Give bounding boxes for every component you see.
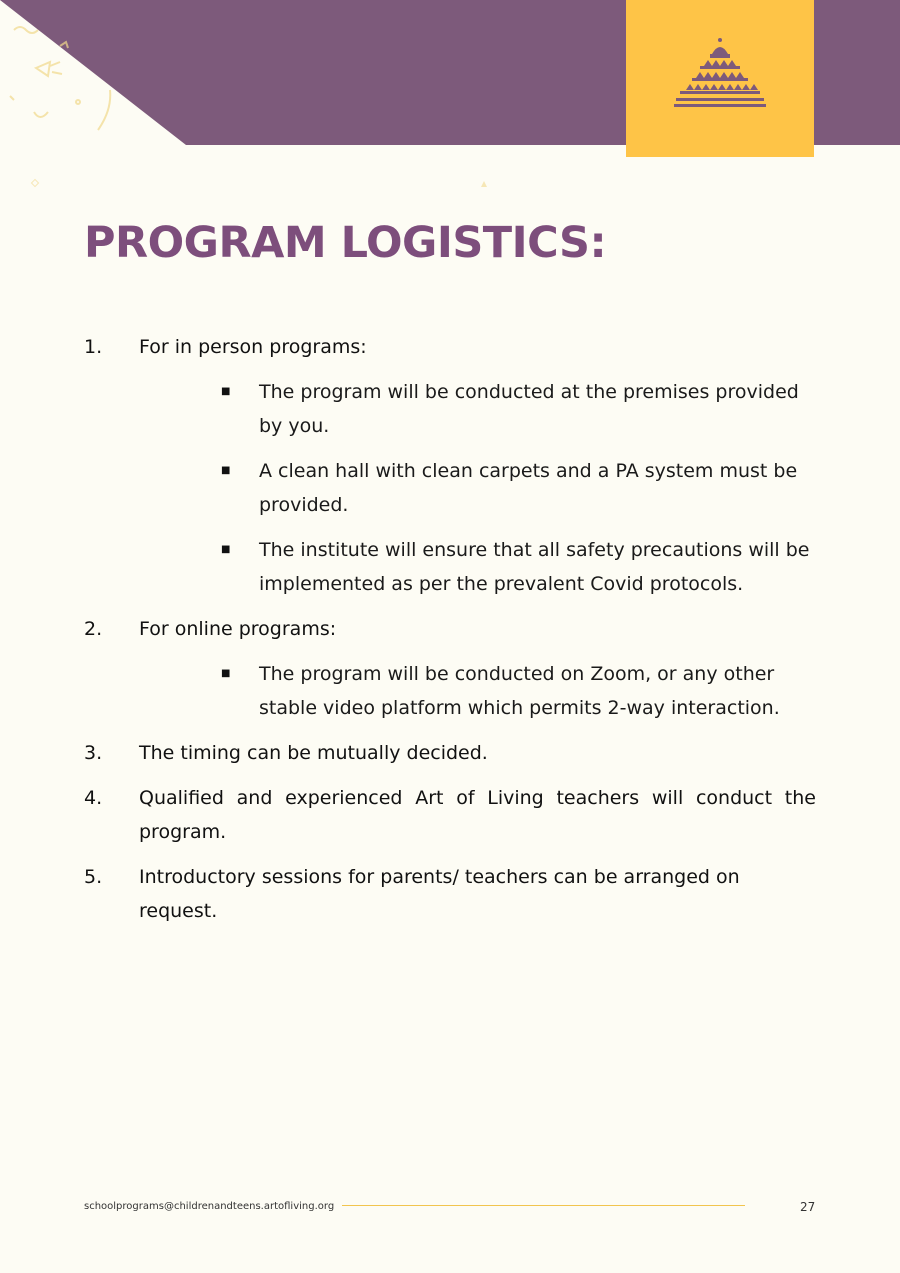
item-number: 4. (84, 787, 103, 809)
item-number: 1. (84, 336, 103, 358)
square-bullet-icon: ■ (221, 465, 231, 476)
square-bullet-icon: ■ (221, 386, 231, 397)
sublist-item-text: The program will be conducted at the premises provided by you. (259, 381, 799, 437)
temple-logo-icon (674, 36, 766, 108)
item-text: For online programs: (139, 618, 337, 640)
item-number: 2. (84, 618, 103, 640)
sublist-item (221, 375, 816, 443)
footer-email: schoolprograms@childrenandteens.artofliving.org (84, 1201, 335, 1212)
item-text: Introductory sessions for parents/ teachers can be arranged on request. (139, 866, 740, 922)
sublist (221, 375, 816, 601)
list-item (84, 330, 816, 364)
logo-box (626, 0, 814, 157)
item-number: 5. (84, 866, 103, 888)
page-title: PROGRAM LOGISTICS: (84, 218, 607, 268)
sublist-item (221, 533, 816, 601)
confetti-triangle (481, 181, 487, 187)
sublist-item (221, 657, 816, 725)
item-number: 3. (84, 742, 103, 764)
item-text: Qualified and experienced Art of Living teachers will conduct the program. (139, 787, 816, 843)
list-item (84, 860, 816, 928)
logistics-list (84, 330, 816, 939)
square-bullet-icon: ■ (221, 544, 231, 555)
list-item (84, 736, 816, 770)
sublist-item-text: A clean hall with clean carpets and a PA system must be provided. (259, 460, 798, 516)
list-item (84, 612, 816, 646)
sublist-item-text: The program will be conducted on Zoom, or any other stable video platform which permits 2-way interaction. (259, 663, 780, 719)
list-item (84, 781, 816, 849)
item-text: The timing can be mutually decided. (139, 742, 488, 764)
footer-divider (342, 1205, 745, 1206)
square-bullet-icon: ■ (221, 668, 231, 679)
page-number: 27 (800, 1200, 816, 1214)
sublist (221, 657, 816, 725)
confetti-dot (31, 179, 39, 187)
sublist-item-text: The institute will ensure that all safety precautions will be implemented as per the prevalent Covid protocols. (259, 539, 810, 595)
sublist-item (221, 454, 816, 522)
item-text: For in person programs: (139, 336, 367, 358)
